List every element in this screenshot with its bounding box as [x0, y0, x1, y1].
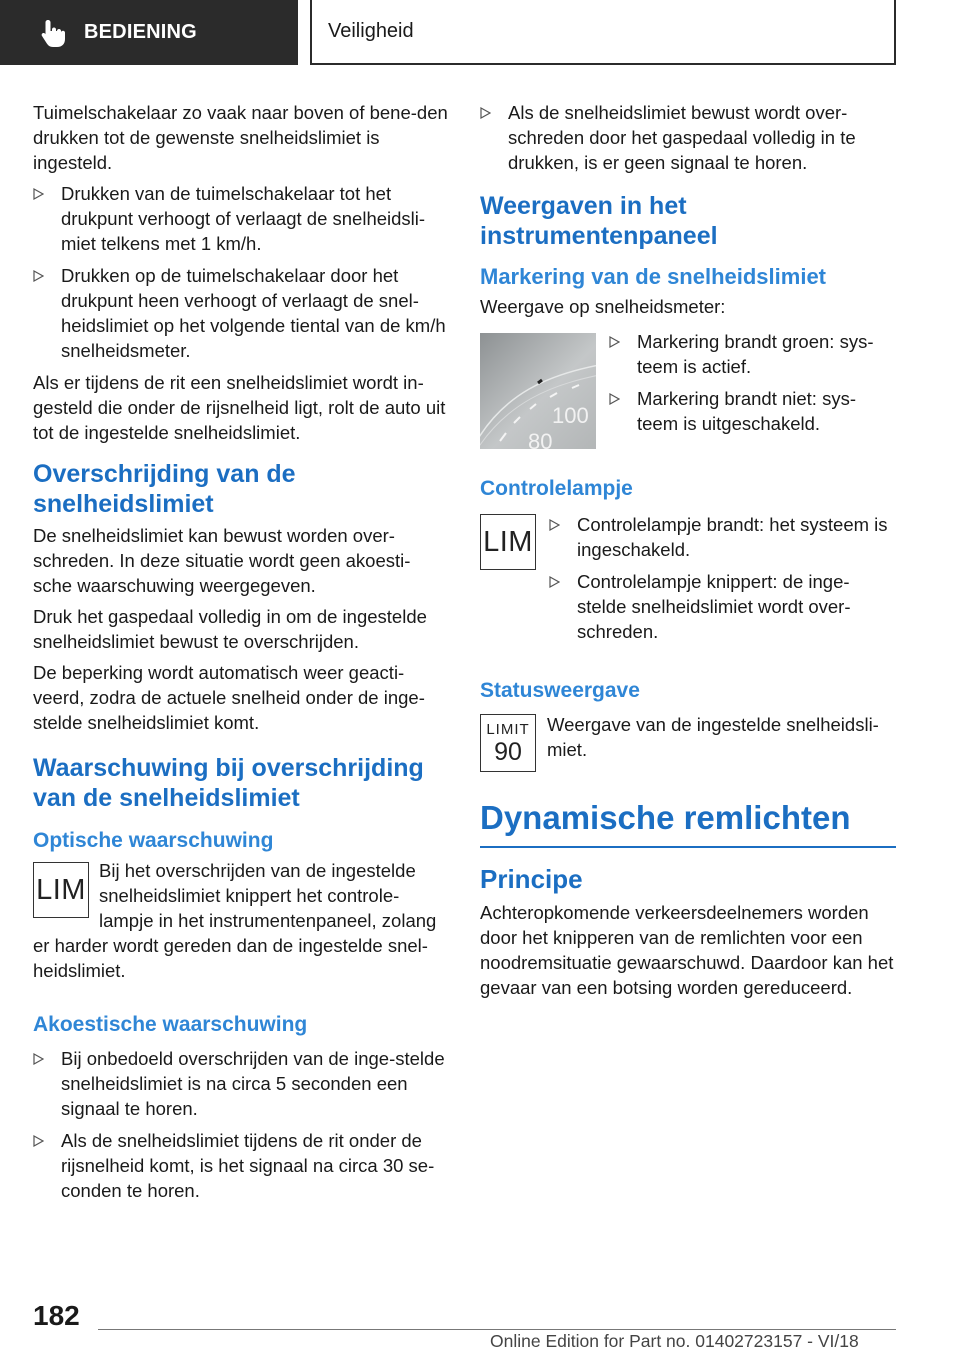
gauge-label: 80 [528, 429, 553, 449]
chapter-heading: Dynamische remlichten [480, 798, 896, 848]
triangle-bullet-icon [609, 329, 623, 354]
triangle-bullet-icon [549, 512, 563, 537]
list-item [33, 1128, 448, 1203]
subsection-heading: Statusweergave [480, 679, 640, 702]
list-item-text: Markering brandt groen: sys-teem is actief. [637, 331, 874, 377]
triangle-bullet-icon [609, 386, 623, 411]
triangle-bullet-icon [33, 263, 47, 288]
section-heading: Principe [480, 864, 583, 894]
paragraph: Als er tijdens de rit een snelheidslimiet wordt in-gesteld die onder de rijsnelheid ligt, rolt de auto uit tot de ingestelde snelheidslimiet. [33, 372, 446, 443]
list-item-text: Drukken van de tuimelschakelaar tot het drukpunt verhoogt of verlaagt de snelheidsli-miet telkens met 1 km/h. [61, 183, 426, 254]
section-heading: Overschrijding van de snelheidslimiet [33, 460, 296, 518]
section-heading: Waarschuwing bij overschrijding van de snelheidslimiet [33, 754, 424, 812]
lim-indicator-icon [480, 514, 536, 570]
gauge-label: 100 [552, 403, 589, 428]
subsection-heading: Controlelampje [480, 477, 633, 500]
list-item-text: Drukken op de tuimelschakelaar door het drukpunt heen verhoogt of verlaagt de snel-heidslimiet op het volgende tiental van de km/h snelheidsmeter. [61, 265, 446, 361]
bullet-list [609, 329, 896, 443]
bullet-list [480, 100, 896, 175]
list-item [33, 1046, 448, 1121]
subsection-heading: Optische waarschuwing [33, 829, 274, 852]
triangle-bullet-icon [33, 1128, 47, 1153]
subsection-heading: Akoestische waarschuwing [33, 1013, 308, 1036]
section-tab [0, 0, 298, 65]
lim-indicator-icon [33, 862, 89, 918]
breadcrumb [310, 0, 896, 65]
limit-value: 90 [494, 737, 522, 766]
bullet-list [33, 181, 448, 363]
list-item-text: Controlelampje brandt: het systeem is ingeschakeld. [577, 514, 888, 560]
paragraph: De beperking wordt automatisch weer geacti-veerd, zodra de actuele snelheid onder de inge-stelde snelheidslimiet komt. [33, 662, 425, 733]
right-column [480, 100, 896, 1006]
footer-edition: Online Edition for Part no. 01402723157 - VI/18 [490, 1331, 859, 1351]
list-item [549, 569, 896, 644]
speedometer-image [480, 333, 596, 449]
paragraph: Weergave op snelheidsmeter: [480, 296, 726, 317]
footer-divider [98, 1329, 896, 1330]
paragraph: Weergave van de ingestelde snelheidsli-miet. [547, 714, 879, 760]
optical-warning-row [33, 862, 448, 933]
triangle-bullet-icon [33, 181, 47, 206]
subsection-heading: Markering van de snelheidslimiet [480, 264, 827, 289]
indicator-row [480, 514, 896, 651]
page-number: 182 [33, 1300, 80, 1331]
paragraph: Druk het gaspedaal volledig in om de ingestelde snelheidslimiet bewust te overschrijden. [33, 606, 427, 652]
status-row [480, 714, 896, 772]
hand-pointer-icon [36, 16, 70, 50]
list-item-text: Markering brandt niet: sys-teem is uitgeschakeld. [637, 388, 857, 434]
section-heading: Weergaven in het instrumentenpaneel [480, 192, 718, 250]
triangle-bullet-icon [33, 1046, 47, 1071]
lim-label: LIM [36, 873, 86, 906]
paragraph: De snelheidslimiet kan bewust worden over-schreden. In deze situatie wordt geen akoesti-sche waarschuwing weergegeven. [33, 525, 411, 596]
intro-paragraph: Tuimelschakelaar zo vaak naar boven of bene-den drukken tot de gewenste snelheidslimiet is ingesteld. [33, 102, 448, 173]
paragraph: Bij het overschrijden van de ingestelde snelheidslimiet knippert het controle-lampje in het instrumentenpaneel, zolang [99, 860, 437, 931]
triangle-bullet-icon [480, 100, 494, 125]
list-item [33, 263, 448, 363]
list-item [609, 329, 896, 379]
list-item-text: Als de snelheidslimiet tijdens de rit onder de rijsnelheid komt, is het signaal na circa 30 se-conden te horen. [61, 1130, 435, 1201]
triangle-bullet-icon [549, 569, 563, 594]
section-title: BEDIENING [84, 21, 197, 43]
bullet-list [549, 512, 896, 651]
breadcrumb-label: Veiligheid [328, 20, 414, 42]
limit-indicator-icon [480, 714, 536, 772]
list-item [609, 386, 896, 436]
list-item [33, 181, 448, 256]
bullet-list [33, 1046, 448, 1203]
left-column [33, 100, 448, 1210]
lim-label: LIM [483, 525, 533, 558]
list-item-text: Controlelampje knippert: de inge-stelde snelheidslimiet wordt over-schreden. [577, 571, 851, 642]
list-item-text: Bij onbedoeld overschrijden van de inge-stelde snelheidslimiet is na circa 5 seconden een signaal te horen. [61, 1048, 445, 1119]
list-item [549, 512, 896, 562]
list-item-text: Als de snelheidslimiet bewust wordt over-schreden door het gaspedaal volledig in te drukken, is er geen signaal te horen. [508, 102, 856, 173]
limit-word: LIMIT [486, 720, 530, 738]
list-item [480, 100, 896, 175]
paragraph: Achteropkomende verkeersdeelnemers worden door het knipperen van de remlichten voor een noodremsituatie gewaarschuwd. Daardoor kan het gevaar van een botsing worden gereduceerd. [480, 902, 894, 998]
speedometer-row [480, 333, 896, 449]
paragraph: er harder wordt gereden dan de ingestelde snel-heidslimiet. [33, 935, 428, 981]
